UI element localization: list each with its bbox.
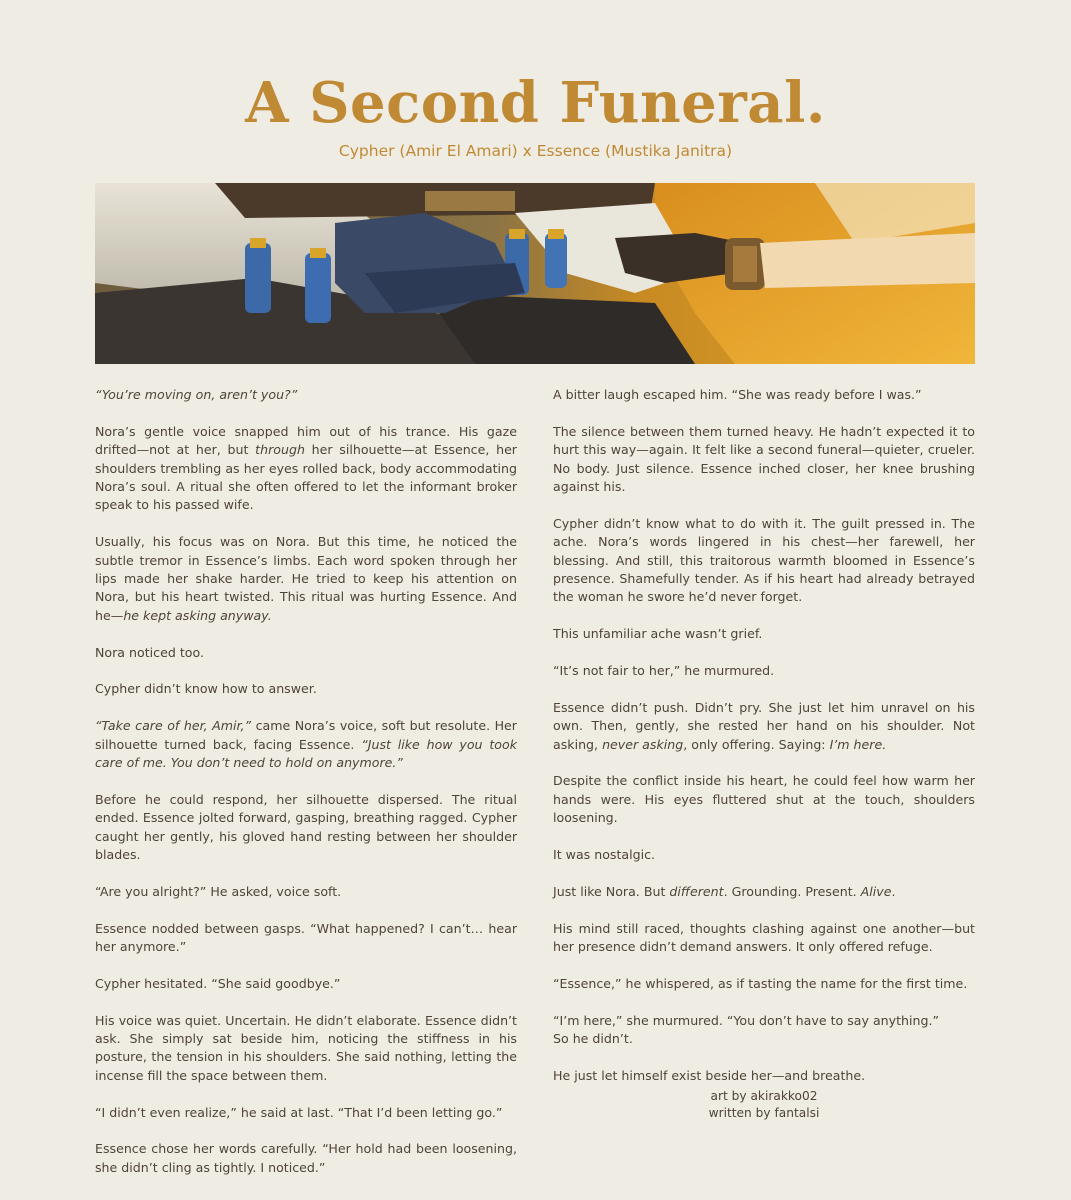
story-paragraph: His mind still raced, thoughts clashing against one another—but her presence didn’t demand answers. It only offered refuge. — [553, 920, 975, 955]
page-title: A Second Funeral. — [245, 70, 826, 136]
credit-writer: written by fantalsi — [708, 1106, 820, 1120]
story-paragraph: He just let himself exist beside her—and breathe. — [553, 1067, 866, 1083]
story-paragraph: It was nostalgic. — [553, 847, 656, 863]
story-paragraph: So he didn’t. — [553, 1031, 633, 1047]
story-paragraph: Nora noticed too. — [95, 644, 204, 660]
story-paragraph: Essence chose her words carefully. “Her hold had been loosening, she didn’t cling as tightly. I noticed.” — [95, 1141, 517, 1175]
credit-art: art by akirakko02 — [710, 1089, 818, 1103]
story-paragraph: “Essence,” he whispered, as if tasting the name for the first time. — [553, 975, 968, 991]
story-column-left — [95, 386, 517, 1196]
story-paragraph: This unfamiliar ache wasn’t grief. — [553, 626, 763, 642]
story-paragraph: Despite the conflict inside his heart, he could feel how warm her hands were. His eyes fluttered shut at the touch, shoulders loosening. — [553, 773, 975, 826]
story-column-right — [553, 386, 975, 1104]
story-paragraph: Usually, his focus was on Nora. But this time, he noticed the subtle tremor in Essence’s limbs. Each word spoken through her lips made her shake harder. He tried to keep his attention on Nora, but his heart twisted. This ritual was hurting Essence. And he—he kept asking anyway. — [95, 534, 517, 623]
story-paragraph: Cypher didn’t know how to answer. — [95, 681, 317, 697]
story-paragraph: “Take care of her, Amir,” came Nora’s voice, soft but resolute. Her silhouette turned back, facing Essence. “Just like how you took care of me. You don’t need to hold on anymore.” — [95, 718, 517, 771]
story-paragraph: “I’m here,” she murmured. “You don’t have to say anything.” — [553, 1012, 940, 1028]
story-paragraph: Before he could respond, her silhouette dispersed. The ritual ended. Essence jolted forward, gasping, breathing ragged. Cypher caught her gently, his gloved hand resting between her shoulder blades. — [95, 791, 517, 863]
story-paragraph: “Are you alright?” He asked, voice soft. — [95, 883, 342, 899]
story-paragraph: “You’re moving on, aren’t you?” — [95, 387, 298, 402]
banner-illustration — [95, 183, 975, 364]
story-paragraph: His voice was quiet. Uncertain. He didn’t elaborate. Essence didn’t ask. She simply sat beside him, noticing the stiffness in his posture, the tension in his shoulders. She said nothing, letting the incense fill the space between them. — [95, 1012, 517, 1083]
story-paragraph: Nora’s gentle voice snapped him out of his trance. His gaze drifted—not at her, but through her silhouette—at Essence, her shoulders trembling as her eyes rolled back, body accommodating Nora’s soul. A ritual she often offered to let the informant broker speak to his passed wife. — [95, 423, 517, 513]
credits — [553, 1088, 975, 1122]
page-subtitle: Cypher (Amir El Amari) x Essence (Mustika Janitra) — [338, 142, 733, 160]
story-paragraph: Essence didn’t push. Didn’t pry. She just let him unravel on his own. Then, gently, she rested her hand on his shoulder. Not asking, never asking, only offering. Saying: I’m here. — [553, 699, 975, 752]
story-paragraph: Essence nodded between gasps. “What happened? I can’t… hear her anymore.” — [95, 920, 517, 955]
story-paragraph: Cypher hesitated. “She said goodbye.” — [95, 975, 341, 991]
story-paragraph: The silence between them turned heavy. He hadn’t expected it to hurt this way—again. It felt like a second funeral—quieter, crueler. No body. Just silence. Essence inched closer, her knee brushing against his. — [553, 423, 975, 495]
illustration-hands-icon — [95, 183, 975, 364]
story-paragraph: “It’s not fair to her,” he murmured. — [553, 663, 775, 679]
story-paragraph: A bitter laugh escaped him. “She was ready before I was.” — [553, 387, 922, 402]
story-paragraph: Just like Nora. But different. Grounding. Present. Alive. — [553, 883, 896, 899]
story-paragraph: Cypher didn’t know what to do with it. The guilt pressed in. The ache. Nora’s words lingered in his chest—her farewell, her blessing. And still, this traitorous warmth bloomed in Essence’s presence. Shamefully tender. As if his heart had already betrayed the woman he swore he’d never forget. — [553, 515, 975, 605]
story-paragraph: “I didn’t even realize,” he said at last. “That I’d been letting go.” — [95, 1104, 503, 1120]
